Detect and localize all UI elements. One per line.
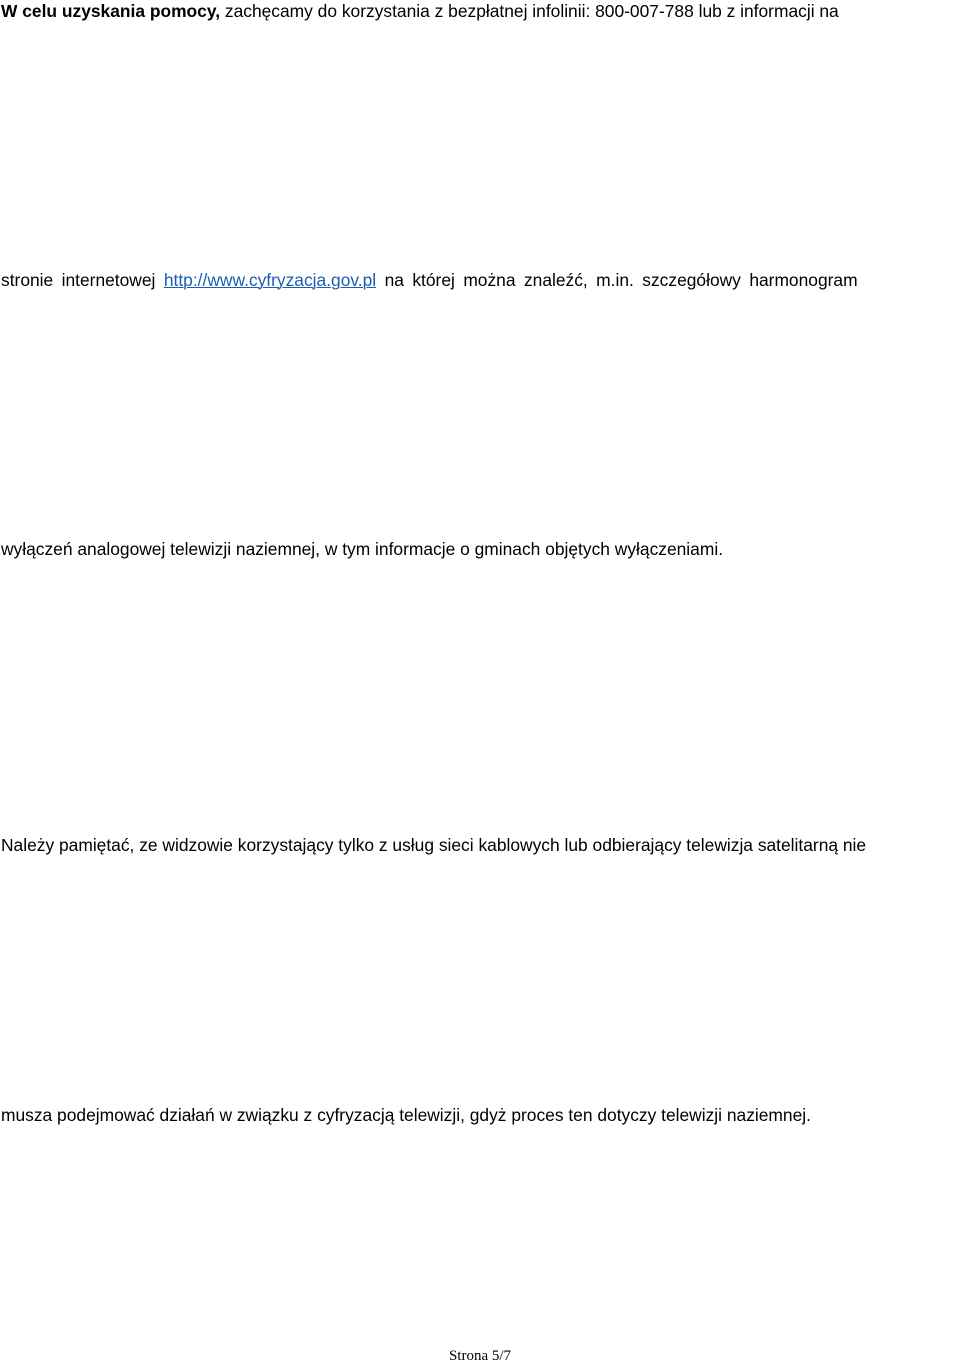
paragraph-2-line-1: Należy pamiętać, ze widzowie korzystający tylko z usług sieci kablowych lub odbierający telewizja satelitarną nie — [1, 835, 867, 855]
cyfryzacja-link[interactable]: http://www.cyfryzacja.gov.pl — [163, 270, 377, 290]
paragraph-1-line-3: wyłączeń analogowej telewizji naziemnej, w tym informacje o gminach objętych wyłączeniami. — [1, 539, 724, 559]
website-intro-text: stronie internetowej — [1, 270, 164, 290]
website-description-text: na której można znaleźć, m.in. szczegółowy harmonogram — [376, 270, 858, 290]
page-number: Strona 5/7 — [448, 1348, 512, 1364]
help-heading: W celu uzyskania pomocy, — [1, 1, 221, 21]
paragraph-2-line-2: musza podejmować działań w związku z cyfryzacją telewizji, gdyż proces ten dotyczy telewizji naziemnej. — [1, 1105, 811, 1125]
helpline-text: zachęcamy do korzystania z bezpłatnej infolinii: 800-007-788 lub z informacji na — [220, 1, 839, 21]
paragraph-1-line-2 — [1, 270, 858, 290]
paragraph-1-line-1 — [1, 1, 839, 21]
